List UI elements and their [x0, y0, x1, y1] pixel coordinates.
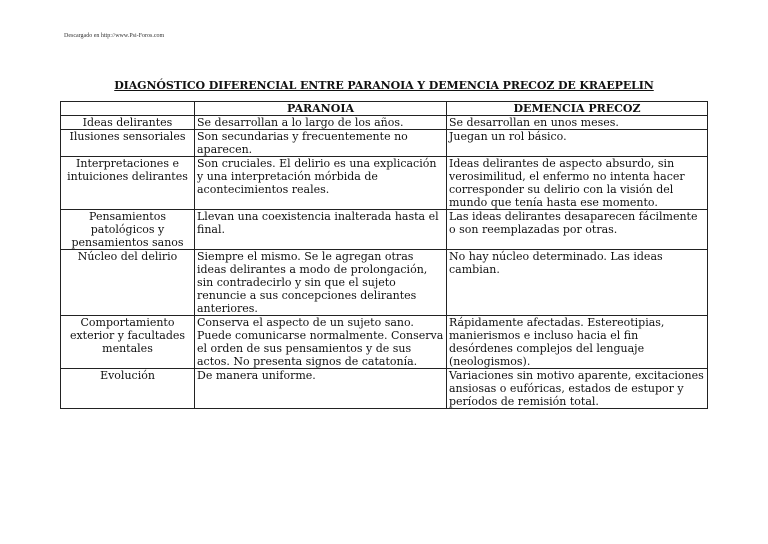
row-paranoia: Son secundarias y frecuentemente no aparecen. [195, 130, 447, 157]
table-row [61, 116, 708, 130]
table-row [61, 210, 708, 250]
table-row [61, 316, 708, 369]
row-criterion: Evolución [61, 369, 195, 409]
table-row [61, 369, 708, 409]
source-note: Descargado en http://www.Psi-Foros.com [64, 33, 165, 39]
row-paranoia: Llevan una coexistencia inalterada hasta el final. [195, 210, 447, 250]
row-criterion: Núcleo del delirio [61, 250, 195, 316]
row-paranoia: Se desarrollan a lo largo de los años. [195, 116, 447, 130]
row-dementia: No hay núcleo determinado. Las ideas cambian. [447, 250, 708, 316]
table-row [61, 157, 708, 210]
header-paranoia: PARANOIA [195, 102, 447, 116]
row-paranoia: De manera uniforme. [195, 369, 447, 409]
row-criterion: Comportamiento exterior y facultades mentales [61, 316, 195, 369]
row-criterion: Pensamientos patológicos y pensamientos sanos [61, 210, 195, 250]
table-row [61, 250, 708, 316]
row-paranoia: Conserva el aspecto de un sujeto sano. Puede comunicarse normalmente. Conserva el orden de sus pensamientos y de sus actos. No presenta signos de catatonía. [195, 316, 447, 369]
row-dementia: Ideas delirantes de aspecto absurdo, sin verosimilitud, el enfermo no intenta hacer corresponder su delirio con la visión del mundo que tenía hasta ese momento. [447, 157, 708, 210]
page-title: DIAGNÓSTICO DIFERENCIAL ENTRE PARANOIA Y DEMENCIA PRECOZ DE KRAEPELIN [114, 79, 654, 92]
header-criterion [61, 102, 195, 116]
row-dementia: Se desarrollan en unos meses. [447, 116, 708, 130]
row-dementia: Variaciones sin motivo aparente, excitaciones ansiosas o eufóricas, estados de estupor y períodos de remisión total. [447, 369, 708, 409]
differential-table [60, 101, 708, 409]
row-paranoia: Siempre el mismo. Se le agregan otras ideas delirantes a modo de prolongación, sin contradecirlo y sin que el sujeto renuncie a sus concepciones delirantes anteriores. [195, 250, 447, 316]
table-row [61, 130, 708, 157]
row-paranoia: Son cruciales. El delirio es una explicación y una interpretación mórbida de acontecimientos reales. [195, 157, 447, 210]
row-criterion: Ilusiones sensoriales [61, 130, 195, 157]
row-criterion: Interpretaciones e intuiciones delirantes [61, 157, 195, 210]
table-header-row [61, 102, 708, 116]
row-dementia: Rápidamente afectadas. Estereotipias, manierismos e incluso hacia el fin desórdenes complejos del lenguaje (neologismos). [447, 316, 708, 369]
row-criterion: Ideas delirantes [61, 116, 195, 130]
header-dementia: DEMENCIA PRECOZ [447, 102, 708, 116]
row-dementia: Las ideas delirantes desaparecen fácilmente o son reemplazadas por otras. [447, 210, 708, 250]
row-dementia: Juegan un rol básico. [447, 130, 708, 157]
